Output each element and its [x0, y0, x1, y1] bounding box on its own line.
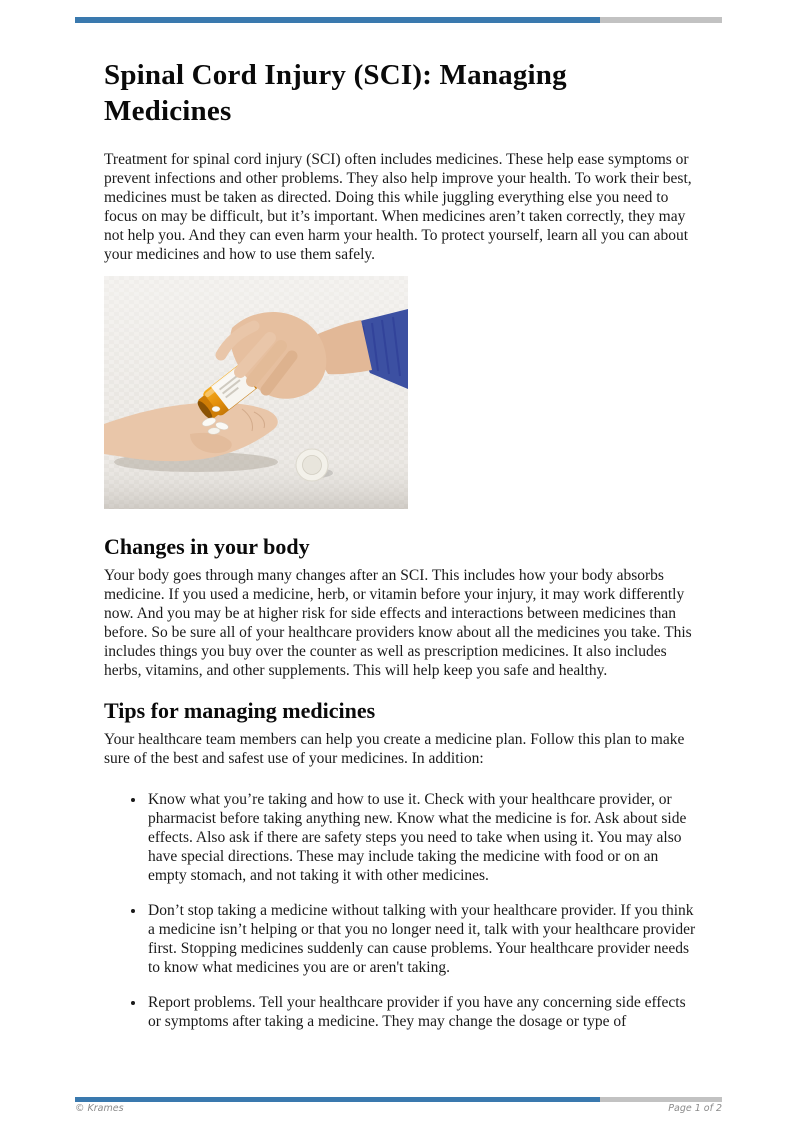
section-heading-changes: Changes in your body: [104, 534, 310, 559]
footer-accent-bar-gray-segment: [600, 1097, 722, 1102]
tips-list-item-report: • Report problems. Tell your healthcare provider if you have any concerning side effects or symptoms after taking a medicine. They may change the dosage or type of: [146, 993, 700, 1031]
footer-accent-bar: [75, 1097, 722, 1102]
tips-list: [104, 790, 700, 1031]
section-heading-tips: Tips for managing medicines: [104, 698, 376, 723]
tips-list-item-dont-stop: • Don’t stop taking a medicine without talking with your healthcare provider. If you think a medicine isn’t helping or that you no longer need it, talk with your healthcare provider first. Stopping medicines suddenly can cause problems. Your healthcare provider needs to know what medicines you are or aren't taking.: [146, 901, 700, 977]
section-body-tips: Your healthcare team members can help you create a medicine plan. Follow this plan to make sure of the best and safest use of your medicines. In addition:: [104, 731, 685, 767]
footer-accent-bar-blue-segment: [75, 1097, 600, 1102]
footer-page-number: Page 1 of 2: [668, 1103, 722, 1114]
medicine-handoff-photo-illustration: [104, 276, 408, 509]
tips-list-item-know: • Know what you’re taking and how to use it. Check with your healthcare provider, or pharmacist before taking anything new. Know what the medicine is for. Ask about side effects. Also ask if there are safety steps you need to take when using it. You may also have special directions. These may include taking the medicine with food or on an empty stomach, and not taking it with other medicines.: [146, 790, 700, 885]
intro-paragraph: Treatment for spinal cord injury (SCI) often includes medicines. These help ease symptoms or prevent infections and other problems. They also help improve your health. To work their best, medicines must be taken as directed. Doing this while juggling everything else you need to focus on may be difficult, but it’s important. When medicines aren’t taken correctly, they may not help you. And they can even harm your health. To protect yourself, learn all you can about your medicines and how to use them safely.: [104, 151, 692, 263]
page-title: Spinal Cord Injury (SCI): Managing Medicines: [104, 59, 567, 127]
document-content: [104, 0, 700, 1047]
medicine-handoff-photo: [104, 276, 408, 509]
section-body-changes: Your body goes through many changes after an SCI. This includes how your body absorbs medicine. If you used a medicine, herb, or vitamin before your injury, it may work differently now. And you may be at higher risk for side effects and interactions between medicines than before. So be sure all of your healthcare providers know about all the medicines you take. This includes things you buy over the counter as well as prescription medicines. It also includes herbs, vitamins, and other supplements. This will help keep you safe and healthy.: [104, 567, 692, 679]
footer-copyright: © Krames: [75, 1103, 124, 1114]
photo-lighting-shade: [104, 276, 408, 509]
page-footer: [75, 1103, 722, 1114]
